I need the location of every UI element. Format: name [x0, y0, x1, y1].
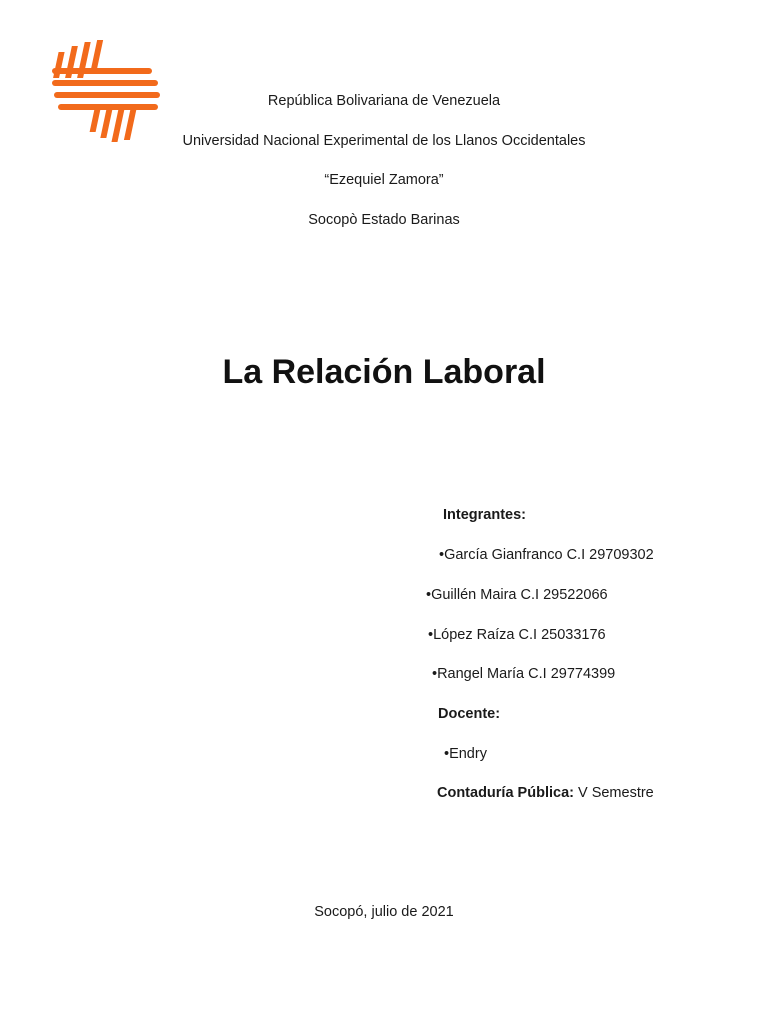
header-campus: “Ezequiel Zamora” [324, 172, 444, 188]
document-title: La Relación Laboral [222, 353, 546, 391]
carrera-line [437, 784, 654, 802]
member-item: •Guillén Maira C.I 29522066 [426, 587, 608, 603]
footer-date: Socopó, julio de 2021 [314, 904, 454, 920]
docente-heading: Docente: [438, 706, 501, 722]
carrera-value: V Semestre [573, 785, 654, 801]
carrera-label: Contaduría Pública: [437, 785, 574, 801]
docente-name: •Endry [444, 746, 487, 762]
university-logo-icon [48, 36, 162, 144]
member-item: •López Raíza C.I 25033176 [428, 627, 606, 643]
header-university: Universidad Nacional Experimental de los Llanos Occidentales [182, 133, 586, 149]
integrantes-heading: Integrantes: [443, 507, 526, 523]
header-location: Socopò Estado Barinas [308, 212, 460, 228]
header-republic: República Bolivariana de Venezuela [267, 93, 501, 109]
member-item: •Rangel María C.I 29774399 [432, 666, 616, 682]
member-item: •García Gianfranco C.I 29709302 [439, 547, 654, 563]
